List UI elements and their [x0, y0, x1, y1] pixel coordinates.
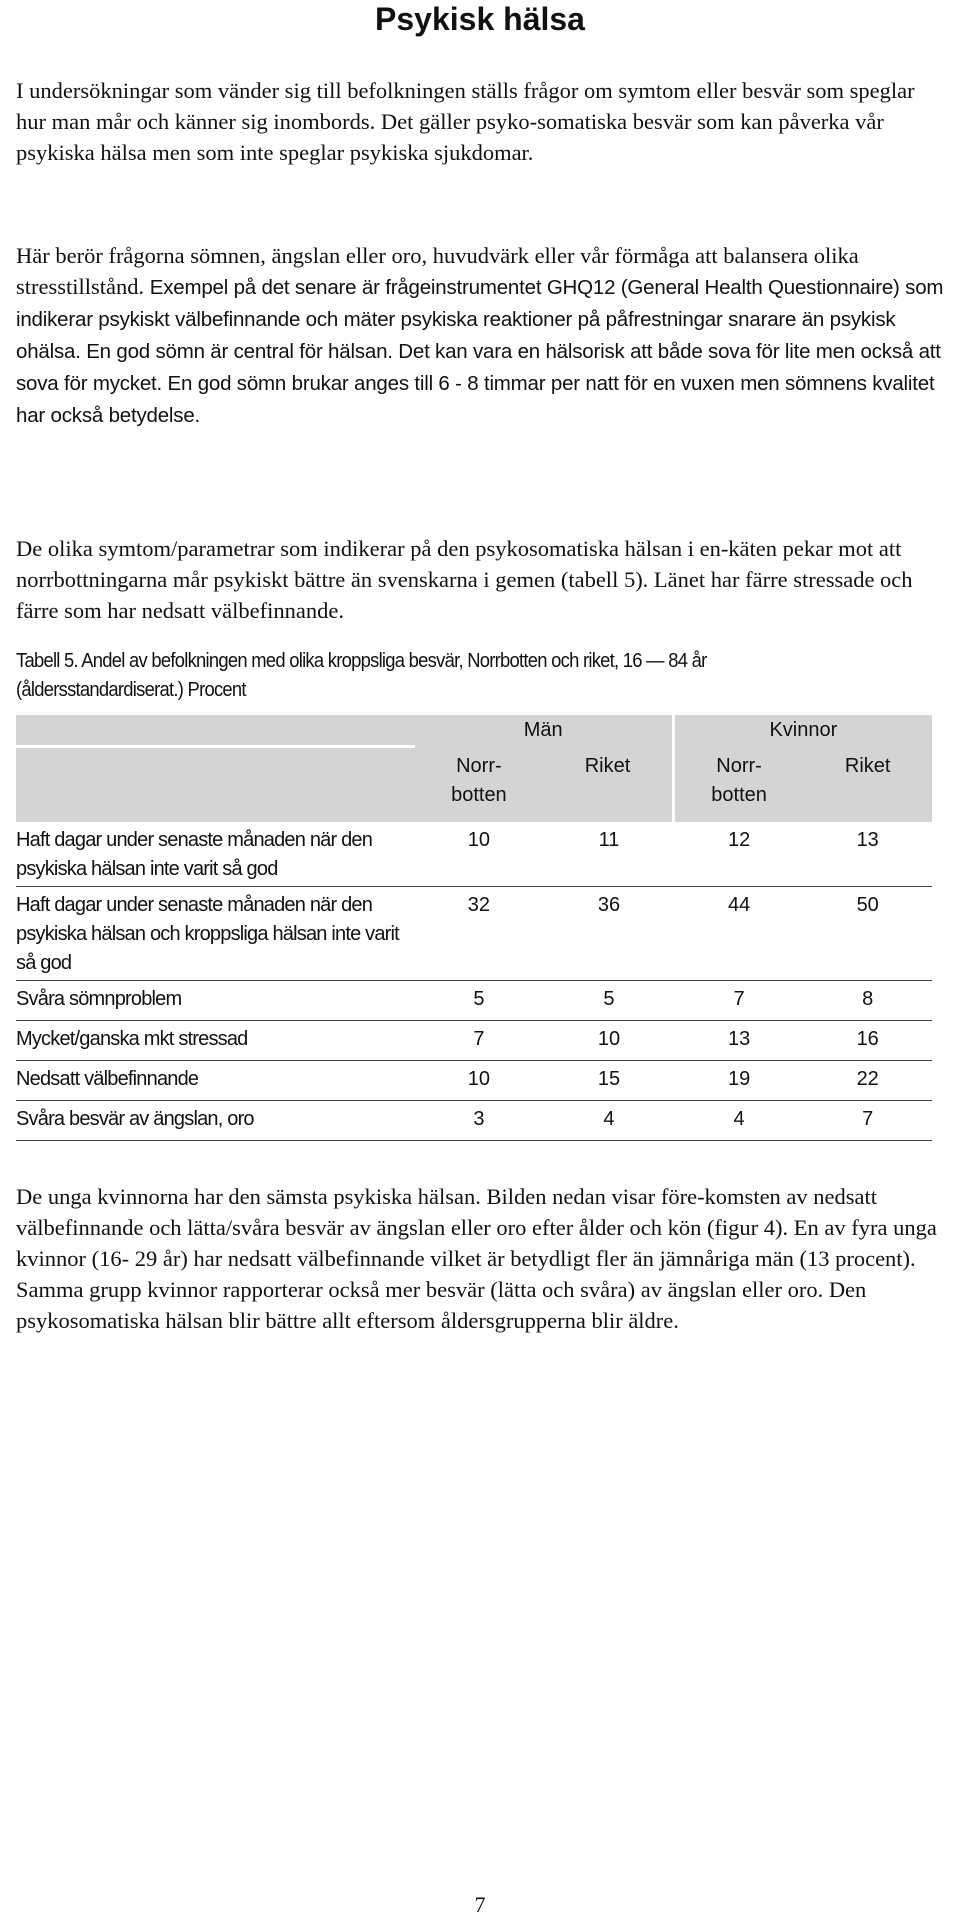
sleep-stress-lead: Här berör frågorna sömnen, ängslan eller oro, huvudvärk eller vår förmåga att balansera olika stresstillstånd. [16, 243, 859, 299]
row-label: Haft dagar under senaste månaden när den psykiska hälsan inte varit så god [16, 822, 415, 887]
table-caption: Tabell 5. Andel av befolkningen med olika kroppsliga besvär, Norrbotten och riket, 16 — 84 år (åldersstandardiserat.) Procent [16, 650, 707, 701]
group-header-women: Kvinnor [675, 715, 932, 748]
cell-women-norrbotten: 12 [675, 822, 804, 887]
column-header-men-riket [543, 748, 675, 822]
cell-women-riket: 13 [803, 822, 932, 887]
column-header-women-norrbotten [675, 748, 804, 822]
young-women-paragraph: De unga kvinnorna har den sämsta psykiska hälsan. Bilden nedan visar före-komsten av nedsatt välbefinnande och lätta/svåra besvär av ängslan eller oro efter ålder och kön (figur 4). En av fyra unga kvinnor (16- 29 år) har nedsatt välbefinnande vilket är betydligt fler än jämnåriga män (13 procent). Samma grupp kvinnor rapporterar också mer besvär (lätta och svåra) av ängslan eller oro. Den psykosomatiska hälsan blir bättre allt eftersom åldersgrupperna blir äldre. [16, 1184, 937, 1333]
table-row [16, 887, 932, 981]
table-row [16, 1101, 932, 1141]
symptom-table [16, 715, 932, 1141]
table-row [16, 1021, 932, 1061]
cell-men-riket: 15 [543, 1061, 675, 1101]
page-title: Psykisk hälsa [375, 1, 585, 37]
cell-men-riket: 11 [543, 822, 675, 887]
row-label: Svåra sömnproblem [16, 981, 415, 1021]
cell-women-norrbotten: 44 [675, 887, 804, 981]
column-header-text: Riket [844, 755, 891, 777]
cell-men-norrbotten: 3 [415, 1101, 544, 1141]
row-label: Mycket/ganska mkt stressad [16, 1021, 415, 1061]
cell-women-norrbotten: 19 [675, 1061, 804, 1101]
cell-women-norrbotten: 13 [675, 1021, 804, 1061]
column-header-women-riket [803, 748, 932, 822]
column-header-men-norrbotten [415, 748, 544, 822]
table-row [16, 1061, 932, 1101]
cell-women-norrbotten: 4 [675, 1101, 804, 1141]
row-label: Svåra besvär av ängslan, oro [16, 1101, 415, 1141]
cell-men-riket: 10 [543, 1021, 675, 1061]
cell-women-riket: 16 [803, 1021, 932, 1061]
cell-women-riket: 50 [803, 887, 932, 981]
table-row [16, 822, 932, 887]
cell-men-norrbotten: 10 [415, 1061, 544, 1101]
header-empty-cell [16, 715, 415, 748]
row-label: Nedsatt välbefinnande [16, 1061, 415, 1101]
cell-men-norrbotten: 7 [415, 1021, 544, 1061]
cell-women-norrbotten: 7 [675, 981, 804, 1021]
column-header-text: Norr- botten [451, 755, 507, 806]
intro-paragraph: I undersökningar som vänder sig till befolkningen ställs frågor om symtom eller besvär som speglar hur man mår och känner sig inombords. Det gäller psyko-somatiska besvär som kan påverka vår psykiska hälsa men som inte speglar psykiska sjukdomar. [16, 78, 915, 165]
table-row [16, 981, 932, 1021]
row-label: Haft dagar under senaste månaden när den psykiska hälsan och kroppsliga hälsan inte varit så god [16, 887, 415, 981]
cell-men-norrbotten: 10 [415, 822, 544, 887]
comparison-paragraph: De olika symtom/parametrar som indikerar på den psykosomatiska hälsan i en-käten pekar mot att norrbottningarna mår psykiskt bättre än svenskarna i gemen (tabell 5). Länet har färre stressade och färre som har nedsatt välbefinnande. [16, 536, 913, 623]
group-header-men: Män [415, 715, 675, 748]
column-header-text: Riket [584, 755, 631, 777]
cell-women-riket: 7 [803, 1101, 932, 1141]
page-number: 7 [474, 1892, 486, 1917]
cell-women-riket: 22 [803, 1061, 932, 1101]
cell-men-norrbotten: 32 [415, 887, 544, 981]
cell-men-riket: 4 [543, 1101, 675, 1141]
table-column-header-row [16, 748, 932, 822]
ghq12-text: Exempel på det senare är frågeinstrumentet GHQ12 (General Health Questionnaire) som indikerar psykiskt välbefinnande och mäter psykiska reaktioner på påfrestningar snarare än psykisk ohälsa. En god sömn är central för hälsan. Det kan vara en hälsorisk att både sova för lite men också att sova för mycket. En god sömn brukar anges till 6 - 8 timmar per natt för en vuxen men sömnens kvalitet har också betydelse. [16, 276, 944, 427]
cell-men-riket: 5 [543, 981, 675, 1021]
cell-men-norrbotten: 5 [415, 981, 544, 1021]
table-group-header-row [16, 715, 932, 748]
cell-women-riket: 8 [803, 981, 932, 1021]
cell-men-riket: 36 [543, 887, 675, 981]
column-header-text: Norr- botten [711, 755, 767, 806]
sleep-stress-paragraph [16, 240, 944, 431]
header-empty-cell [16, 748, 415, 822]
